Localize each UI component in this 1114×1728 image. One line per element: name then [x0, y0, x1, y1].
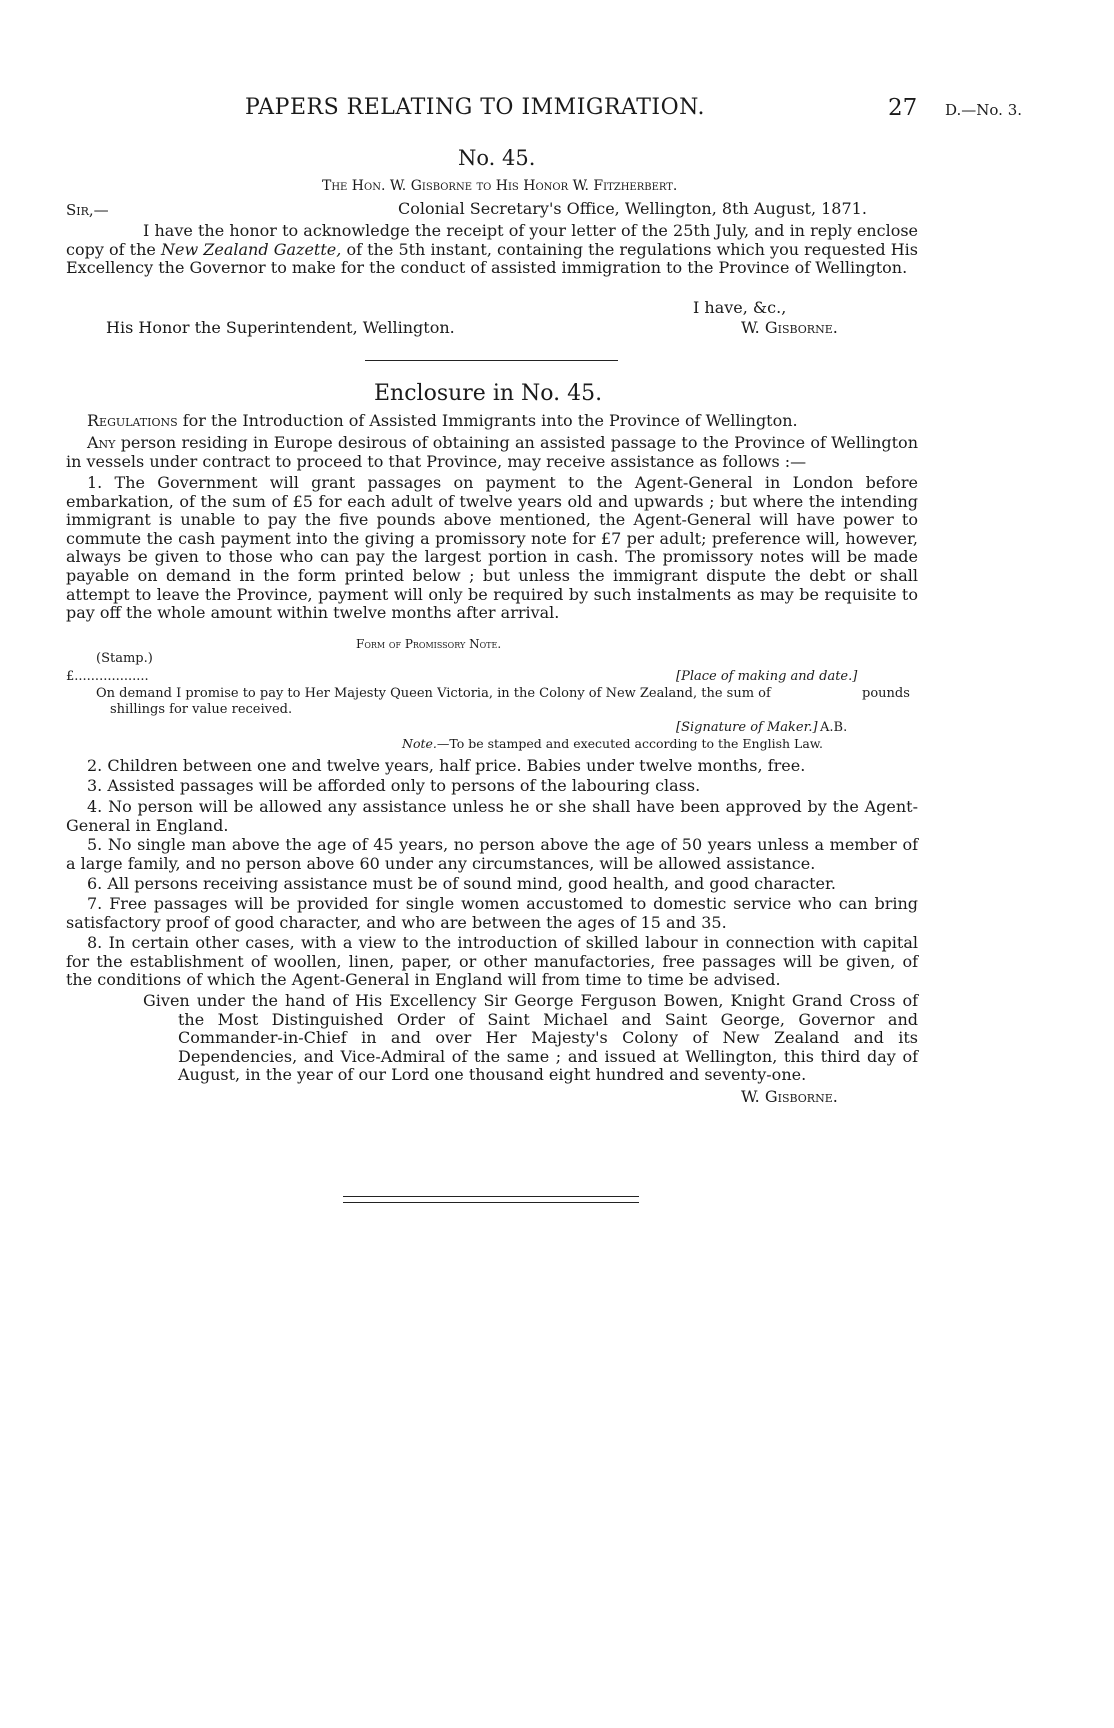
letter-from-to: The Hon. W. Gisborne to His Honor W. Fitzherbert.: [322, 178, 678, 194]
letter-body: [66, 222, 918, 278]
page-number: 27: [888, 95, 918, 121]
regulation-item-1: 1. The Government will grant passages on payment to the Agent-General in London before embarkation, of the sum of £5 for each adult of twelve years old and upwards ; but where the intending immigrant is unable to pay the five pounds above mentioned, the Agent-General will have power to commute the cash payment into the giving a promissory note for £7 per adult; preference will, however, always be given to those who can pay the largest portion in cash. The promissory notes will be made payable on demand in the form printed below ; but unless the immigrant dispute the debt or shall attempt to leave the Province, payment will only be required by such instalments as may be requisite to pay off the whole amount within twelve months after arrival.: [66, 473, 918, 623]
pounds-word: pounds: [862, 686, 910, 701]
letter-number: No. 45.: [458, 146, 536, 170]
salutation: Sir,—: [66, 201, 109, 219]
enclosure-heading: Enclosure in No. 45.: [374, 381, 603, 406]
maker-initials: A.B.: [820, 720, 848, 735]
letter-place-date: Colonial Secretary's Office, Wellington, 8th August, 1871.: [398, 199, 867, 218]
letter-addressee: His Honor the Superintendent, Wellington.: [106, 318, 455, 337]
section-divider: [365, 360, 618, 361]
closing-signature: W. Gisborne.: [741, 1087, 838, 1106]
regulations-title: [87, 411, 798, 430]
regulation-item-3: 3. Assisted passages will be afforded only to persons of the labouring class.: [87, 776, 701, 795]
letter-closing: I have, &c.,: [693, 298, 787, 317]
gazette-title: New Zealand Gazette,: [160, 239, 342, 259]
regulation-item-8: 8. In certain other cases, with a view to the introduction of skilled labour in connection with capital for the establishment of woollen, linen, paper, or other manufactories, free passages will be given, of the conditions of which the Agent-General in England will from time to time be advised.: [66, 933, 918, 990]
given-under-hand: Given under the hand of His Excellency Sir George Ferguson Bowen, Knight Grand Cross of the Most Distinguished Order of Saint Michael and Saint George, Governor and Commander-in-Chief in and over Her Majesty's Colony of New Zealand and its Dependencies, and Vice-Admiral of the same ; and issued at Wellington, this third day of August, in the year of our Lord one thousand eight hundred and seventy-one.: [143, 991, 918, 1085]
letter-body-end: of the 5th instant, containing the regulations which you requested His Excellency the Governor to make for the conduct of assisted immigration to the Province of Wellington.: [66, 239, 919, 277]
end-rule-1: [343, 1196, 639, 1197]
form-note: [402, 736, 823, 751]
regulations-title-sc: Regulations: [87, 411, 178, 430]
paper-reference: D.—No. 3.: [945, 101, 1022, 119]
promise-line: On demand I promise to pay to Her Majesty Queen Victoria, in the Colony of New Zealand, the sum of: [96, 686, 771, 701]
intro-sc: Any: [87, 433, 116, 452]
regulation-item-2: 2. Children between one and twelve years, half price. Babies under twelve months, free.: [87, 756, 806, 775]
letter-signature: W. Gisborne.: [741, 318, 838, 337]
place-date-note: [Place of making and date.]: [676, 669, 858, 684]
stamp-label: (Stamp.): [96, 651, 153, 666]
regulation-item-5: 5. No single man above the age of 45 years, no person above the age of 50 years unless a member of a large family, and no person above 60 under any circumstances, will be allowed assistance.: [66, 835, 918, 873]
regulation-item-7: 7. Free passages will be provided for single women accustomed to domestic service who can bring satisfactory proof of good character, and who are between the ages of 15 and 35.: [66, 894, 918, 932]
shillings-line: shillings for value received.: [110, 702, 293, 717]
note-text: —To be stamped and executed according to the English Law.: [436, 736, 823, 751]
page-title: PAPERS RELATING TO IMMIGRATION.: [245, 95, 705, 120]
regulations-intro: [66, 434, 918, 471]
intro-rest: person residing in Europe desirous of obtaining an assisted passage to the Province of Wellington in vessels under contract to proceed to that Province, may receive assistance as follows :—: [66, 433, 918, 471]
regulations-title-rest: for the Introduction of Assisted Immigrants into the Province of Wellington.: [177, 411, 798, 430]
regulation-item-6: 6. All persons receiving assistance must be of sound mind, good health, and good character.: [87, 874, 836, 893]
regulation-item-4: 4. No person will be allowed any assistance unless he or she shall have been approved by the Agent-General in England.: [66, 797, 918, 835]
pound-amount-blank: £..................: [66, 669, 149, 684]
note-label: Note.: [402, 736, 437, 751]
end-rule-2: [343, 1202, 639, 1203]
form-title: Form of Promissory Note.: [356, 637, 502, 651]
signature-of-maker: [Signature of Maker.]: [676, 720, 818, 735]
letter-body-start: I have the honor to acknowledge the receipt of your letter of the 25th July, and in reply enclose copy of the: [66, 221, 918, 259]
